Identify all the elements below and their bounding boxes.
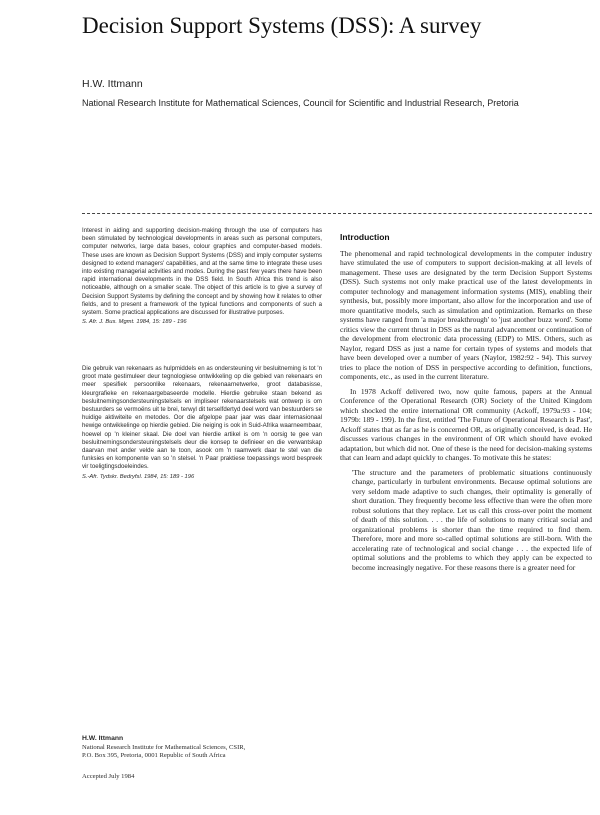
abstract-afrikaans-text: Die gebruik van rekenaars as hulpmiddels en as ondersteuning vir besluitneming is tot 'n groot mate gestimuleer deur tegnologiese ontwikkeling op die gebied van rekenaars en meer spesifiek persoonlike rekenaars, rekenaarnetwerke, groot databasisse, kleurgrafieke en rekenaargebaseerde modelle. Hierdie gebruike staan bekend as besluitnemingsondersteuningstelsels en impliseer rekenaarstelsels wat ontwerp is om bestuurders se vermoëns uit te brei, terwyl dit terselfdertyd deel word van bestuurders se huidige aktiwiteite en metodes. Oor die afgelope paar jaar was daar internasionaal hewige ontwikkelinge op hierdie gebied. Die neiging is ook in Suid-Afrika waarneembaar, hoewel op 'n kleiner skaal. Die doel van hierdie artikel is om 'n oorsig te gee van besluitnemingsondersteuningstelsels deur die konsep te definieer en die verwantskap daarvan met ander velde aan te toon, asook om 'n raamwerk daar te stel van die funksies en komponente van so 'n stelsel. 'n Paar praktiese toepassings word bespreek vir toeligtingsdoeleindes. — [82, 365, 322, 471]
paper-title: Decision Support Systems (DSS): A survey — [82, 13, 482, 38]
author-footer — [82, 735, 322, 781]
introduction-paragraph-1: The phenomenal and rapid technological developments in the computer industry have stimulated the use of computers to support decision-making at all levels of management. These uses are designated by the term Decision Support Systems (DSS). Such systems not only make practical use of the latest developments in computer technology and management information systems (MIS), enabling their synthesis, but, possibly more important, also allow for the incorporation and use of more quantitative models, such as simulation and optimization. Remarks on these systems have ranged from 'a major breakthrough' to 'just another buzz word'. Some critics view the current thrust in DSS as the natural advancement or continuation of the development from electronic data processing (EDP) to MIS. Others, such as Naylor, regard DSS as just a name for certain types of systems and models that have been developed over a number of years (Naylor, 1982:92 - 94). This survey tries to place the notion of DSS in perspective according to definition, functions, components, etc., as used in the current literature. — [340, 248, 592, 381]
abstract-afrikaans-citation: S.-Afr. Tydskr. Bedryfsl. 1984, 15: 189 - 196 — [82, 473, 195, 480]
introduction-heading: Introduction — [340, 232, 390, 242]
footer-author-name: H.W. Ittmann — [82, 735, 124, 742]
introduction-section — [340, 233, 592, 572]
footer-address-line-2: P.O. Box 395, Pretoria, 0001 Republic of South Africa — [82, 752, 226, 760]
abstract-english-citation: S. Afr. J. Bus. Mgmt. 1984, 15: 189 - 196 — [82, 319, 187, 326]
author-affiliation: National Research Institute for Mathematical Sciences, Council for Scientific and Industrial Research, Pretoria — [82, 98, 519, 108]
abstract-english — [82, 227, 322, 326]
abstract-english-text: Interest in aiding and supporting decision-making through the use of computers has been stimulated by technological developments in areas such as personal computers, computer networks, large data bases, colour graphics and computer-based models. These uses are known as Decision Support Systems (DSS) and imply computer systems designed to extend managers' capabilities, and at the same time to integrate these uses into existing managerial activities and modes. During the past few years there have been rapid international developments in the DSS field. In South Africa this trend is also noticeable, although on a smaller scale. The object of this article is to give a survey of Decision Support Systems by defining the concept and by showing how it relates to other fields, and to present a framework of the typical functions and components of such a system. Some practical applications are discussed for illustrative purposes. — [82, 227, 322, 317]
ackoff-quote: 'The structure and the parameters of problematic situations continuously change, particularly in turbulent environments. Because optimal solutions are very seldom made adaptive to such changes, their optimality is generally of short duration. They frequently become less effective than were the often more robust solutions that they replace. Let us call this cross-over point the moment of death of this solution. . . . the life of solutions to many critical social and organizational problems is shorter than the time required to find them. Therefore, more and more so-called optimal solutions are still-born. With the accelerating rate of technological and social change . . . the expected life of optimal solutions and the problems to which they apply can be expected to become increasingly negative. For these reasons there is a greater need for — [352, 467, 592, 572]
section-divider — [82, 213, 592, 214]
author-name: H.W. Ittmann — [82, 78, 143, 90]
footer-address-line-1: National Research Institute for Mathematical Sciences, CSIR, — [82, 743, 246, 751]
abstract-afrikaans — [82, 365, 322, 481]
introduction-paragraph-2: In 1978 Ackoff delivered two, now quite famous, papers at the Annual Conference of the Operational Research (OR) Society of the United Kingdom which shocked the entire international OR community (Ackoff, 1979a:93 - 104; 1979b: 189 - 199). In the first, entitled 'The Future of Operational Research is Past', Ackoff states that as far as he is concerned OR, as originally conceived, is dead. He discusses various changes in the environment of OR which should have evoked adaptation, but which did not. One of these is the need for decision-making systems that can learn and adapt quickly to changes. To motivate this he states: — [340, 386, 592, 462]
accepted-date: Accepted July 1984 — [82, 772, 135, 780]
